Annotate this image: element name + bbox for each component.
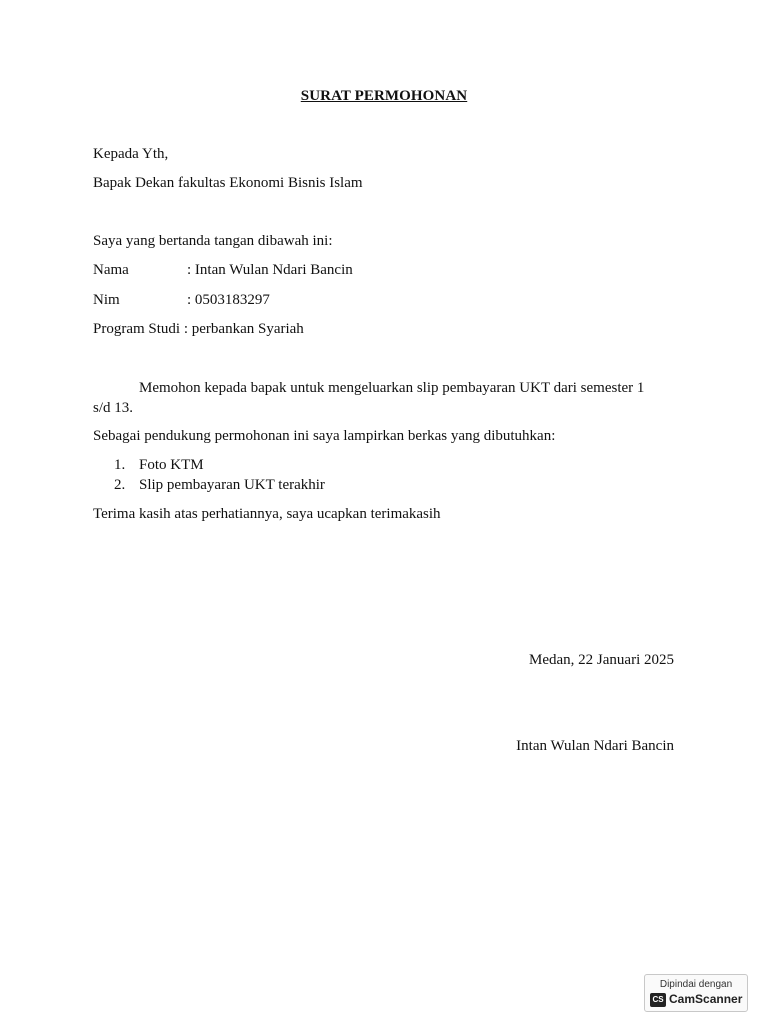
nama-value: : Intan Wulan Ndari Bancin [187, 262, 353, 278]
list-number: 2. [114, 477, 126, 493]
nama-label: Nama [93, 262, 129, 278]
greeting: Kepada Yth, [93, 146, 169, 162]
list-item [114, 457, 204, 474]
nama-row [93, 262, 353, 279]
camscanner-logo-icon: CS [650, 993, 666, 1007]
list-text: Foto KTM [139, 457, 204, 473]
support-text: Sebagai pendukung permohonan ini saya lampirkan berkas yang dibutuhkan: [93, 428, 556, 444]
closing-text: Terima kasih atas perhatiannya, saya ucapkan terimakasih [93, 506, 441, 522]
intro-text: Saya yang bertanda tangan dibawah ini: [93, 233, 333, 249]
watermark-brand: CamScanner [669, 992, 743, 1006]
list-item [114, 477, 325, 494]
request-line-1: Memohon kepada bapak untuk mengeluarkan slip pembayaran UKT dari semester 1 [139, 380, 645, 396]
list-number: 1. [114, 457, 126, 473]
document-title: SURAT PERMOHONAN [300, 88, 468, 104]
nim-label: Nim [93, 292, 120, 308]
nim-row [93, 292, 270, 309]
place-date: Medan, 22 Januari 2025 [529, 652, 674, 668]
signer-name: Intan Wulan Ndari Bancin [516, 738, 674, 754]
camscanner-watermark [644, 974, 748, 1012]
request-line-2: s/d 13. [93, 400, 134, 416]
recipient: Bapak Dekan fakultas Ekonomi Bisnis Islam [93, 175, 363, 191]
nim-value: : 0503183297 [187, 292, 270, 308]
program-studi-row: Program Studi : perbankan Syariah [93, 321, 304, 337]
request-paragraph [93, 378, 683, 418]
list-text: Slip pembayaran UKT terakhir [139, 477, 325, 493]
watermark-caption: Dipindai dengan [659, 979, 733, 990]
